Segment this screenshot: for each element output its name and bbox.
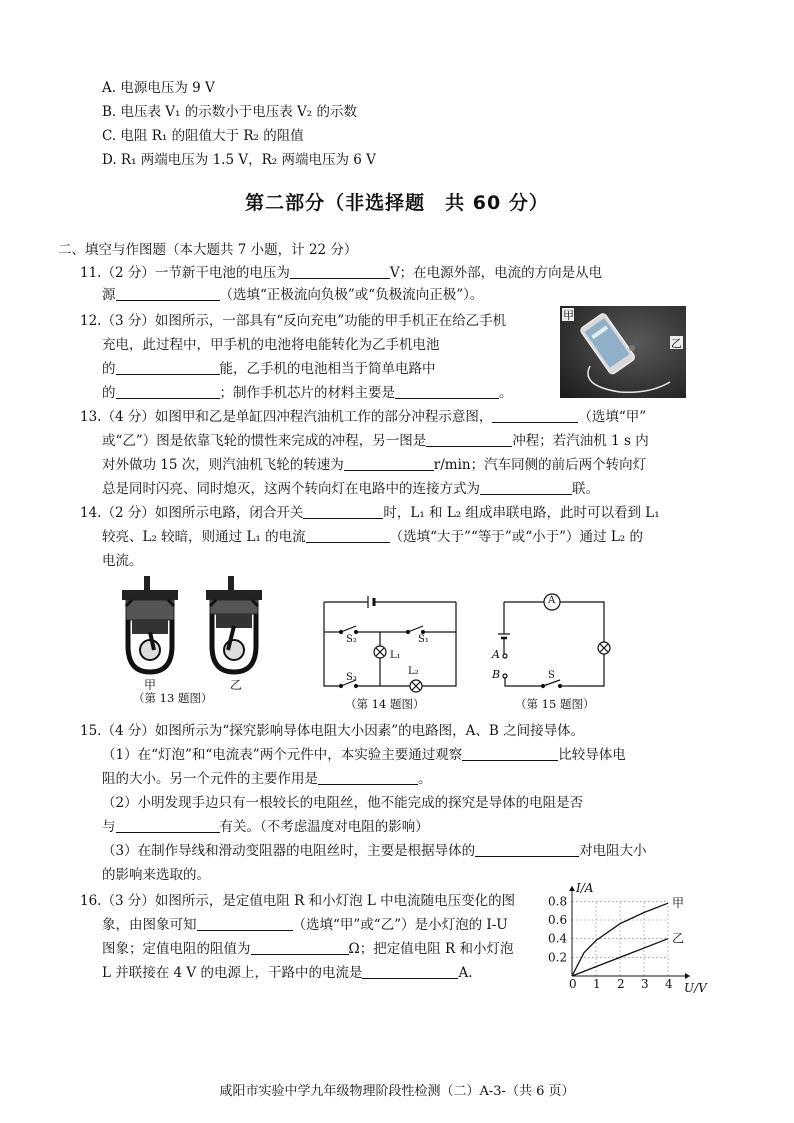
question-13-line3: 对外做功 15 次，则汽油机飞轮的转速为 r/min；汽车同侧的前后两个转向灯 <box>102 457 647 473</box>
blank[interactable] <box>344 456 434 471</box>
label-l2: L₂ <box>408 666 419 677</box>
blank[interactable] <box>306 528 390 543</box>
y-axis-arrow <box>569 886 575 891</box>
blank[interactable] <box>362 964 458 979</box>
label-yi: 乙 <box>230 678 243 692</box>
x-tick-label: 1 <box>593 977 601 991</box>
x-tick-label: 3 <box>641 977 649 991</box>
blank[interactable] <box>395 384 499 399</box>
question-13-line4: 总是同时闪亮、同时熄灭，这两个转向灯在电路中的连接方式为 联。 <box>102 481 599 497</box>
engine-yi-icon <box>206 576 262 672</box>
engine-jia-icon <box>122 576 178 672</box>
blank[interactable] <box>116 818 220 833</box>
blank[interactable] <box>475 842 579 857</box>
label-s: S <box>548 670 555 681</box>
figure-15-circuit <box>492 594 616 694</box>
question-16-line4: L 并联接在 4 V 的电源上，干路中的电流是 A. <box>102 965 473 981</box>
blank[interactable] <box>116 360 220 375</box>
figure-13-engines <box>118 576 268 692</box>
page-footer: 咸阳市实验中学九年级物理阶段性检测（二）A-3-（共 6 页） <box>219 1084 575 1099</box>
question-11-line1: 11.（2 分）一节新干电池的电压为 V；在电源外部，电流的方向是从电 <box>80 265 603 281</box>
blank[interactable] <box>116 286 220 301</box>
blank[interactable] <box>116 384 220 399</box>
option-d: D. R₁ 两端电压为 1.5 V，R₂ 两端电压为 6 V <box>102 152 376 168</box>
question-15-line5: 与 有关。（不考虑温度对电阻的影响） <box>102 819 429 835</box>
part-heading: 二、填空与作图题（本大题共 7 小题，计 22 分） <box>58 242 358 258</box>
question-15-line3: 阻的大小。另一个元件的主要作用是 。 <box>102 771 432 787</box>
label-ammeter: A <box>548 595 556 606</box>
caption-fig13: （第 13 题图） <box>133 691 213 705</box>
question-13-line1: 13.（4 分）如图甲和乙是单缸四冲程汽油机工作的部分冲程示意图， （选填“甲” <box>80 409 647 425</box>
section-title: 第二部分（非选择题 共 60 分） <box>245 192 549 214</box>
blank[interactable] <box>426 432 512 447</box>
blank[interactable] <box>480 480 572 495</box>
blank[interactable] <box>290 264 390 279</box>
question-16-line2: 象，由图象可知 （选填“甲”或“乙”）是小灯泡的 I-U <box>102 917 508 933</box>
x-axis-label: U/V <box>684 981 707 995</box>
blank[interactable] <box>303 504 383 519</box>
option-a: A. 电源电压为 9 V <box>102 80 215 96</box>
blank[interactable] <box>318 770 418 785</box>
label-s3: S₃ <box>346 672 357 683</box>
question-12-line2: 充电，此过程中，甲手机的电池将电能转化为乙手机电池 <box>102 337 440 353</box>
label-point-b: B <box>492 668 501 681</box>
x-tick-label: 2 <box>617 977 625 991</box>
caption-fig14: （第 14 题图） <box>345 697 425 711</box>
question-14-line3: 电流。 <box>102 553 143 569</box>
option-c: C. 电阻 R₁ 的阻值大于 R₂ 的阻值 <box>102 128 304 144</box>
series-label-1: 甲 <box>672 896 685 911</box>
label-s2: S₂ <box>346 634 357 645</box>
series-label-2: 乙 <box>672 931 685 946</box>
question-12-line1: 12.（3 分）如图所示，一部具有“反向充电”功能的甲手机正在给乙手机 <box>80 313 507 329</box>
label-s1: S₁ <box>418 634 429 645</box>
question-15-line1: 15.（4 分）如图所示为“探究影响导体电阻大小因素”的电路图，A、B 之间接导体。 <box>80 723 585 739</box>
label-l1: L₁ <box>390 650 401 661</box>
photo-label-jia: 甲 <box>563 309 574 322</box>
x-tick-label: 0 <box>569 977 577 991</box>
label-jia: 甲 <box>144 678 157 692</box>
question-16-line3: 图象；定值电阻的阻值为 Ω；把定值电阻 R 和小灯泡 <box>102 941 514 957</box>
y-tick-label: 0.8 <box>548 894 568 909</box>
question-13-line2: 或“乙”）图是依靠飞轮的惯性来完成的冲程，另一图是 冲程；若汽油机 1 s 内 <box>102 433 649 449</box>
question-12-line4: 的 ；制作手机芯片的材料主要是 。 <box>102 385 513 401</box>
question-16-line1: 16.（3 分）如图所示，是定值电阻 R 和小灯泡 L 中电流随电压变化的图 <box>80 893 516 909</box>
question-14-line2: 较亮、L₂ 较暗，则通过 L₁ 的电流 （选填“大于”“等于”或“小于”）通过 L₂ 的 <box>102 529 644 545</box>
option-b: B. 电压表 V₁ 的示数小于电压表 V₂ 的示数 <box>102 104 357 120</box>
y-tick-label: 0.2 <box>548 950 568 965</box>
iu-graph-svg <box>546 881 707 1004</box>
blank[interactable] <box>462 746 558 761</box>
question-15-line2: （1）在“灯泡”和“电流表”两个元件中，本实验主要通过观察 比较导体电 <box>102 747 626 763</box>
figure-14-circuit <box>318 594 462 694</box>
x-axis-arrow <box>685 973 690 979</box>
question-11-line2: 源 （选填“正极流向负极”或“负极流向正极”）。 <box>102 287 484 303</box>
question-12-line3: 的 能，乙手机的电池相当于简单电路中 <box>102 361 436 377</box>
question-15-line7: 的影响来选取的。 <box>102 867 210 883</box>
blank[interactable] <box>197 916 293 931</box>
blank[interactable] <box>251 940 349 955</box>
y-axis-label: I/A <box>576 881 594 895</box>
y-tick-label: 0.6 <box>548 913 568 927</box>
blank[interactable] <box>492 408 578 423</box>
question-15-line6: （3）在制作导线和滑动变阻器的电阻丝时，主要是根据导体的 对电阻大小 <box>102 843 647 859</box>
x-tick-label: 4 <box>665 977 673 991</box>
y-tick-label: 0.4 <box>548 931 568 946</box>
phone-charging-photo <box>560 306 686 398</box>
label-point-a: A <box>492 648 500 661</box>
photo-label-yi: 乙 <box>671 337 682 350</box>
iu-graph <box>546 881 707 1004</box>
question-14-line1: 14.（2 分）如图所示电路，闭合开关 时，L₁ 和 L₂ 组成串联电路，此时可以看到 L₁ <box>80 505 660 521</box>
question-15-line4: （2）小明发现手边只有一根较长的电阻丝，他不能完成的探究是导体的电阻是否 <box>102 795 584 811</box>
caption-fig15: （第 15 题图） <box>515 697 595 711</box>
